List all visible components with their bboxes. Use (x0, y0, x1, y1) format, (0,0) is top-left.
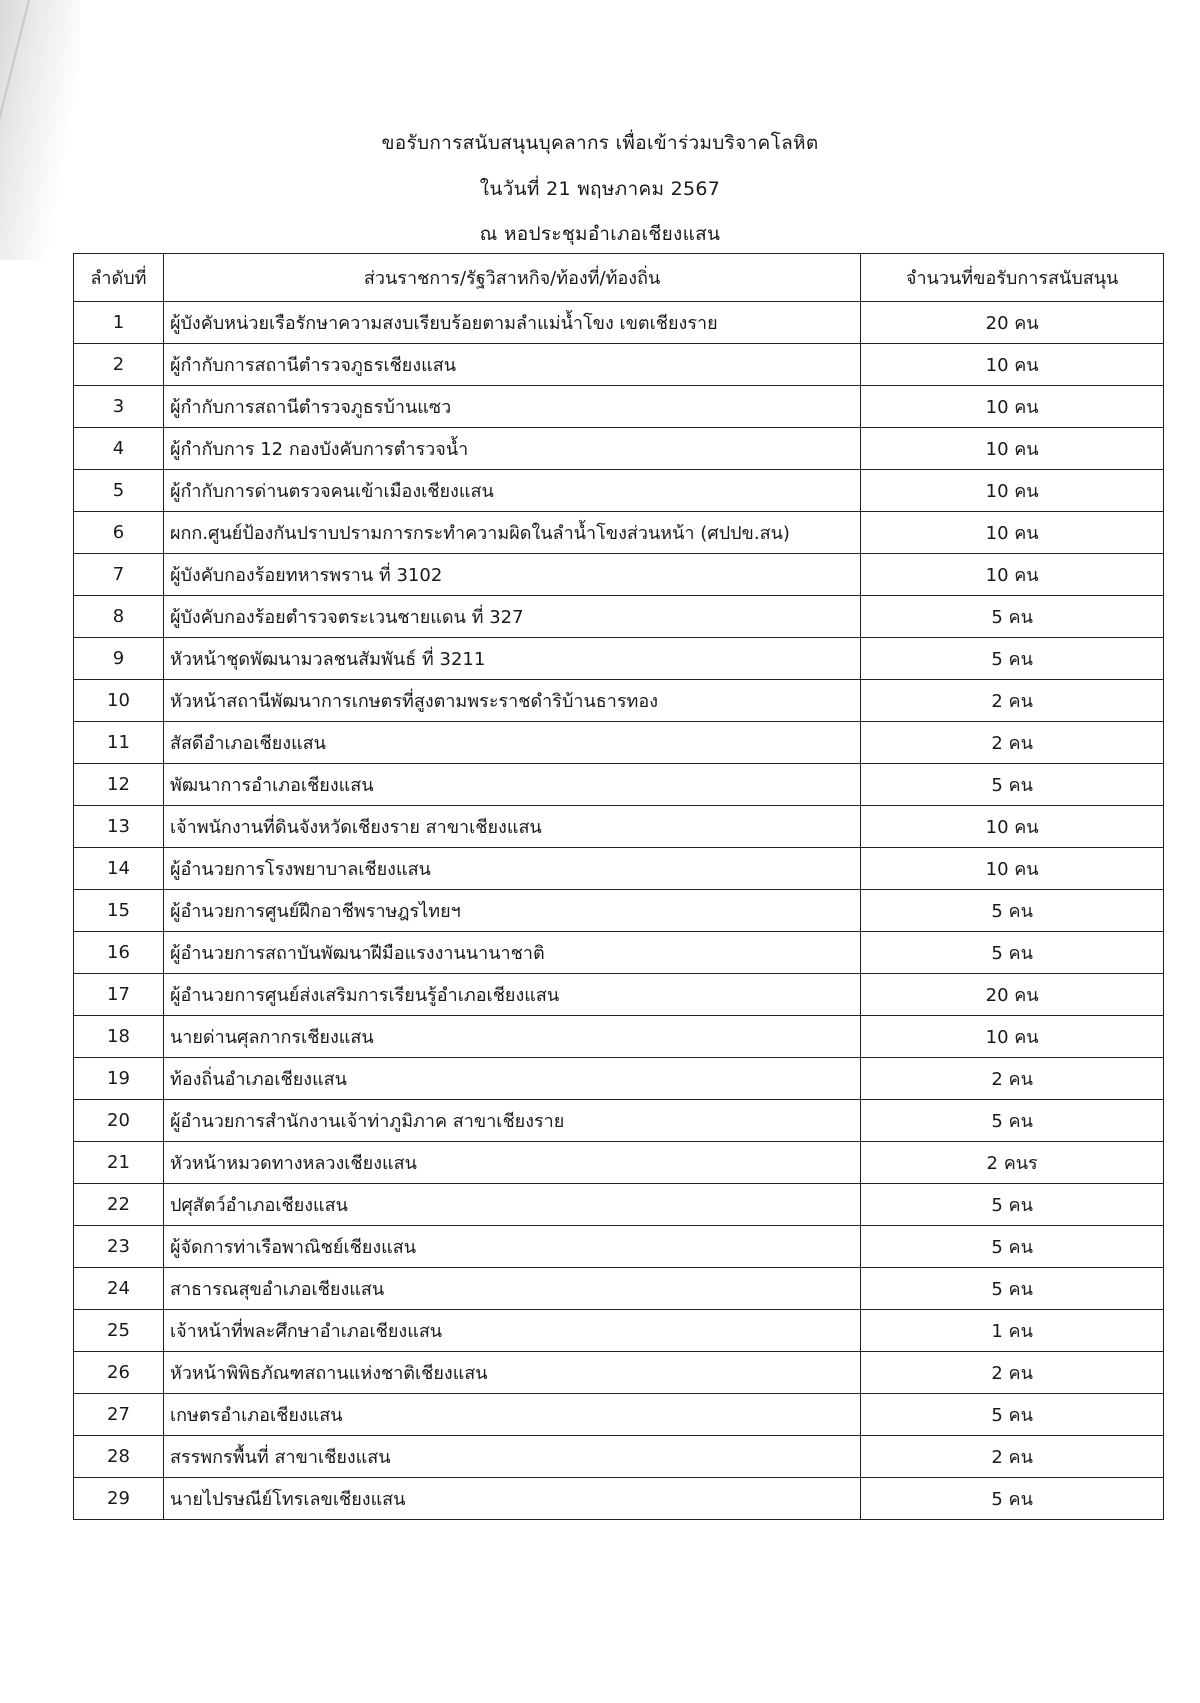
row-requested-count: 10 คน (861, 386, 1164, 428)
row-organization: หัวหน้าชุดพัฒนามวลชนสัมพันธ์ ที่ 3211 (163, 638, 860, 680)
table-row (74, 680, 1164, 722)
row-number: 2 (74, 344, 164, 386)
row-organization: ผู้กำกับการด่านตรวจคนเข้าเมืองเชียงแสน (163, 470, 860, 512)
header-organization: ส่วนราชการ/รัฐวิสาหกิจ/ท้องที่/ท้องถิ่น (163, 254, 860, 302)
row-number: 4 (74, 428, 164, 470)
row-requested-count: 2 คนร (861, 1142, 1164, 1184)
row-requested-count: 2 คน (861, 1058, 1164, 1100)
table-row (74, 848, 1164, 890)
row-requested-count: 10 คน (861, 848, 1164, 890)
row-organization: ผู้กำกับการ 12 กองบังคับการตำรวจน้ำ (163, 428, 860, 470)
document-date: ในวันที่ 21 พฤษภาคม 2567 (479, 178, 721, 200)
row-requested-count: 5 คน (861, 1394, 1164, 1436)
row-requested-count: 10 คน (861, 344, 1164, 386)
row-number: 18 (74, 1016, 164, 1058)
row-organization: ผู้บังคับกองร้อยตำรวจตระเวนชายแดน ที่ 327 (163, 596, 860, 638)
row-requested-count: 5 คน (861, 1478, 1164, 1520)
row-organization: ท้องถิ่นอำเภอเชียงแสน (163, 1058, 860, 1100)
row-requested-count: 10 คน (861, 470, 1164, 512)
row-number: 27 (74, 1394, 164, 1436)
row-organization: เกษตรอำเภอเชียงแสน (163, 1394, 860, 1436)
table-row (74, 1142, 1164, 1184)
table-row (74, 1016, 1164, 1058)
row-organization: หัวหน้าพิพิธภัณฑสถานแห่งชาติเชียงแสน (163, 1352, 860, 1394)
support-request-table (73, 253, 1164, 1520)
table-row (74, 1310, 1164, 1352)
row-requested-count: 2 คน (861, 1436, 1164, 1478)
header-requested-count: จำนวนที่ขอรับการสนับสนุน (861, 254, 1164, 302)
table-row (74, 302, 1164, 344)
row-number: 9 (74, 638, 164, 680)
table-row (74, 806, 1164, 848)
row-number: 19 (74, 1058, 164, 1100)
row-requested-count: 5 คน (861, 932, 1164, 974)
row-organization: นายด่านศุลกากรเชียงแสน (163, 1016, 860, 1058)
row-organization: เจ้าพนักงานที่ดินจังหวัดเชียงราย สาขาเชียงแสน (163, 806, 860, 848)
row-organization: สาธารณสุขอำเภอเชียงแสน (163, 1268, 860, 1310)
row-requested-count: 5 คน (861, 638, 1164, 680)
row-requested-count: 5 คน (861, 1226, 1164, 1268)
table-row (74, 722, 1164, 764)
table-row (74, 1436, 1164, 1478)
row-requested-count: 5 คน (861, 596, 1164, 638)
row-requested-count: 10 คน (861, 1016, 1164, 1058)
row-number: 8 (74, 596, 164, 638)
row-organization: ผู้อำนวยการศูนย์ส่งเสริมการเรียนรู้อำเภอเชียงแสน (163, 974, 860, 1016)
row-number: 14 (74, 848, 164, 890)
row-organization: ผู้กำกับการสถานีตำรวจภูธรบ้านแซว (163, 386, 860, 428)
document-title: ขอรับการสนับสนุนบุคลากร เพื่อเข้าร่วมบริจาคโลหิต (381, 132, 819, 154)
row-organization: หัวหน้าสถานีพัฒนาการเกษตรที่สูงตามพระราชดำริบ้านธารทอง (163, 680, 860, 722)
row-number: 17 (74, 974, 164, 1016)
row-number: 22 (74, 1184, 164, 1226)
row-organization: สรรพกรพื้นที่ สาขาเชียงแสน (163, 1436, 860, 1478)
row-requested-count: 10 คน (861, 806, 1164, 848)
row-requested-count: 2 คน (861, 680, 1164, 722)
table-row (74, 1058, 1164, 1100)
table-row (74, 890, 1164, 932)
row-number: 29 (74, 1478, 164, 1520)
row-organization: พัฒนาการอำเภอเชียงแสน (163, 764, 860, 806)
table-row (74, 974, 1164, 1016)
table-body (74, 302, 1164, 1520)
row-organization: ผู้บังคับหน่วยเรือรักษาความสงบเรียบร้อยตามลำแม่น้ำโขง เขตเชียงราย (163, 302, 860, 344)
row-requested-count: 20 คน (861, 302, 1164, 344)
table-row (74, 344, 1164, 386)
row-requested-count: 10 คน (861, 554, 1164, 596)
row-requested-count: 20 คน (861, 974, 1164, 1016)
table-row (74, 596, 1164, 638)
row-number: 23 (74, 1226, 164, 1268)
row-organization: ผู้บังคับกองร้อยทหารพราน ที่ 3102 (163, 554, 860, 596)
row-organization: ผู้อำนวยการสำนักงานเจ้าท่าภูมิภาค สาขาเชียงราย (163, 1100, 860, 1142)
table-row (74, 554, 1164, 596)
row-number: 1 (74, 302, 164, 344)
table-row (74, 1268, 1164, 1310)
row-organization: ผู้อำนวยการศูนย์ฝึกอาชีพราษฎรไทยฯ (163, 890, 860, 932)
table-row (74, 1100, 1164, 1142)
row-number: 21 (74, 1142, 164, 1184)
table-row (74, 764, 1164, 806)
row-requested-count: 10 คน (861, 428, 1164, 470)
row-requested-count: 2 คน (861, 722, 1164, 764)
row-requested-count: 5 คน (861, 1268, 1164, 1310)
table-header-row (74, 254, 1164, 302)
row-number: 13 (74, 806, 164, 848)
row-number: 24 (74, 1268, 164, 1310)
row-organization: ปศุสัตว์อำเภอเชียงแสน (163, 1184, 860, 1226)
row-requested-count: 5 คน (861, 1100, 1164, 1142)
table-row (74, 1184, 1164, 1226)
table-row (74, 1226, 1164, 1268)
row-number: 7 (74, 554, 164, 596)
row-requested-count: 10 คน (861, 512, 1164, 554)
row-organization: ผกก.ศูนย์ป้องกันปราบปรามการกระทำความผิดในลำน้ำโขงส่วนหน้า (ศปปข.สน) (163, 512, 860, 554)
row-organization: เจ้าหน้าที่พละศึกษาอำเภอเชียงแสน (163, 1310, 860, 1352)
table-row (74, 386, 1164, 428)
row-number: 12 (74, 764, 164, 806)
table-row (74, 1394, 1164, 1436)
row-number: 10 (74, 680, 164, 722)
row-number: 15 (74, 890, 164, 932)
row-organization: นายไปรษณีย์โทรเลขเชียงแสน (163, 1478, 860, 1520)
row-requested-count: 5 คน (861, 1184, 1164, 1226)
document-venue: ณ หอประชุมอำเภอเชียงแสน (479, 223, 721, 245)
row-number: 25 (74, 1310, 164, 1352)
row-number: 6 (74, 512, 164, 554)
row-number: 28 (74, 1436, 164, 1478)
row-requested-count: 1 คน (861, 1310, 1164, 1352)
row-number: 5 (74, 470, 164, 512)
row-number: 11 (74, 722, 164, 764)
row-organization: ผู้อำนวยการสถาบันพัฒนาฝีมือแรงงานนานาชาติ (163, 932, 860, 974)
row-requested-count: 5 คน (861, 890, 1164, 932)
row-number: 16 (74, 932, 164, 974)
table-row (74, 1478, 1164, 1520)
table-row (74, 512, 1164, 554)
table-row (74, 932, 1164, 974)
row-organization: หัวหน้าหมวดทางหลวงเชียงแสน (163, 1142, 860, 1184)
table-row (74, 638, 1164, 680)
header-order-number: ลำดับที่ (74, 254, 164, 302)
row-organization: ผู้กำกับการสถานีตำรวจภูธรเชียงแสน (163, 344, 860, 386)
row-requested-count: 2 คน (861, 1352, 1164, 1394)
row-requested-count: 5 คน (861, 764, 1164, 806)
table-row (74, 1352, 1164, 1394)
row-organization: ผู้อำนวยการโรงพยาบาลเชียงแสน (163, 848, 860, 890)
row-organization: สัสดีอำเภอเชียงแสน (163, 722, 860, 764)
table-row (74, 470, 1164, 512)
row-number: 3 (74, 386, 164, 428)
row-number: 26 (74, 1352, 164, 1394)
table-row (74, 428, 1164, 470)
row-organization: ผู้จัดการท่าเรือพาณิชย์เชียงแสน (163, 1226, 860, 1268)
row-number: 20 (74, 1100, 164, 1142)
